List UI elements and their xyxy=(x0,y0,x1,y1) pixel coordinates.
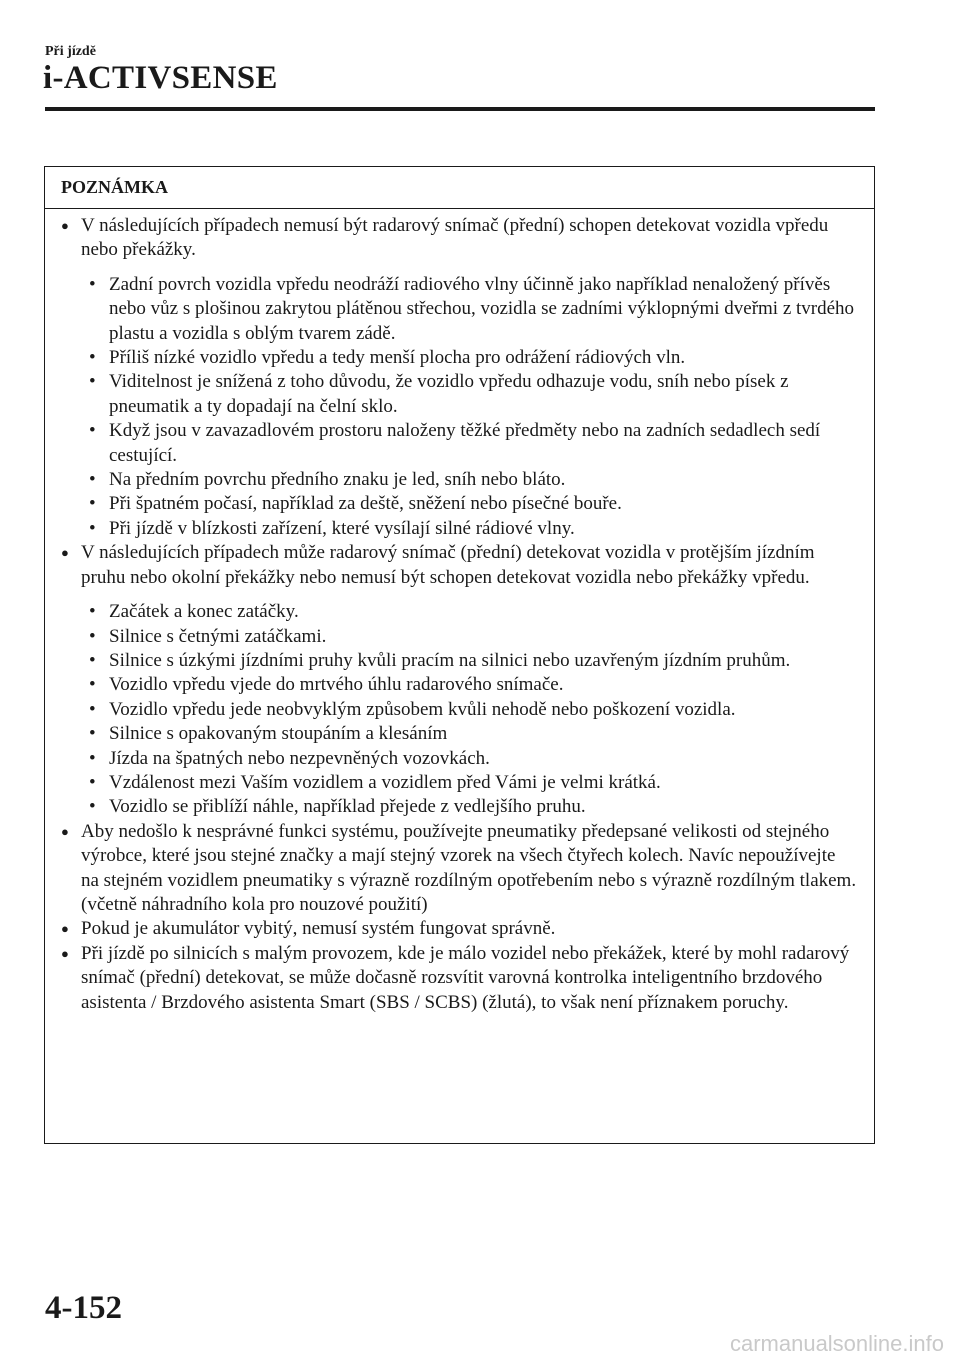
sub-item-text: Začátek a konec zatáčky. xyxy=(109,601,299,623)
sub-item xyxy=(61,795,858,819)
bullet-icon: • xyxy=(89,796,96,818)
sub-item xyxy=(61,492,858,516)
bullet-icon: ● xyxy=(61,823,69,839)
sub-item xyxy=(61,649,858,673)
note-item-text: Pokud je akumulátor vybitý, nemusí systém fungovat správně. xyxy=(81,918,556,940)
sub-item-text: Vozidlo vpředu vjede do mrtvého úhlu radarového snímače. xyxy=(109,674,564,696)
sub-item-text: Jízda na špatných nebo nezpevněných vozovkách. xyxy=(109,747,490,769)
bullet-icon: ● xyxy=(61,218,69,233)
sub-item-text: Příliš nízké vozidlo vpředu a tedy menší plocha pro odrážení rádiových vln. xyxy=(109,347,686,369)
sub-item xyxy=(61,747,858,771)
note-item-text: Při jízdě po silnicích s malým provozem, kde je málo vozidel nebo překážek, které by mohl radarový snímač (přední) detekovat, se může dočasně rozsvítit varovná kontrolka inteligentního brzdového asistenta / Brzdového asistenta Smart (SBS / SCBS) (žlutá), to však není příznakem poruchy. xyxy=(81,942,850,1013)
bullet-icon: • xyxy=(89,601,96,623)
sub-item-text: Vozidlo vpředu jede neobvyklým způsobem kvůli nehodě nebo poškození vozidla. xyxy=(109,698,736,720)
note-box xyxy=(44,166,875,1144)
bullet-icon: • xyxy=(89,771,96,793)
spacer xyxy=(61,263,858,273)
sub-item xyxy=(61,370,858,419)
sub-item-text: Zadní povrch vozidla vpředu neodráží radiového vlny účinně jako například nenaložený přívěs nebo vůz s plošinou zakrytou plátěnou střechou, vozidla se zadními výklopnými dveřmi z tvrdého plastu a vozidla s oblým tvarem zádě. xyxy=(109,273,855,344)
bullet-icon: ● xyxy=(61,545,69,561)
bullet-icon: • xyxy=(89,698,96,720)
bullet-icon: • xyxy=(89,625,96,647)
sub-item-text: Vzdálenost mezi Vaším vozidlem a vozidlem před Vámi je velmi krátká. xyxy=(109,771,661,793)
sub-item xyxy=(61,468,858,492)
sub-item xyxy=(61,273,858,346)
sub-item xyxy=(61,673,858,697)
sub-item xyxy=(61,698,858,722)
bullet-icon: • xyxy=(89,674,96,696)
sub-item-text: Viditelnost je snížená z toho důvodu, že vozidlo vpředu odhazuje vodu, sníh nebo písek z pneumatik a ty dopadají na čelní sklo. xyxy=(109,371,789,417)
note-item-text: Aby nedošlo k nesprávné funkci systému, používejte pneumatiky předepsané velikosti od stejného výrobce, které jsou stejné značky a mají stejný vzorek na všech čtyřech kolech. Navíc nepoužívejte na stejném vozidlem pneumatiky s výrazně rozdílným opotřebením nebo s výrazně rozdílným tlakem. (včetně náhradního kola pro nouzové použití) xyxy=(81,820,857,915)
sub-item-text: Silnice s četnými zatáčkami. xyxy=(109,625,327,647)
bullet-icon: • xyxy=(89,517,96,539)
sub-item xyxy=(61,625,858,649)
bullet-icon: • xyxy=(89,420,96,442)
page-title: i-ACTIVSENSE xyxy=(43,60,278,96)
bullet-icon: • xyxy=(89,493,96,515)
note-body xyxy=(45,209,874,1015)
note-item xyxy=(61,214,858,263)
bullet-icon: ● xyxy=(61,921,69,937)
section-label: Při jízdě xyxy=(45,44,96,59)
sub-item-text: Při jízdě v blízkosti zařízení, které vysílají silné rádiové vlny. xyxy=(109,517,575,539)
note-item xyxy=(61,820,858,918)
bullet-icon: • xyxy=(89,273,96,295)
sub-item xyxy=(61,771,858,795)
bullet-icon: • xyxy=(89,723,96,745)
note-item xyxy=(61,541,858,590)
bullet-icon: • xyxy=(89,371,96,393)
sub-item-text: Na předním povrchu předního znaku je led, sníh nebo bláto. xyxy=(109,469,566,491)
note-item xyxy=(61,942,858,1015)
sub-item-text: Vozidlo se přiblíží náhle, například přejede z vedlejšího pruhu. xyxy=(109,796,586,818)
sub-item xyxy=(61,722,858,746)
sub-item-text: Při špatném počasí, například za deště, sněžení nebo písečné bouře. xyxy=(109,493,622,515)
sub-item-text: Silnice s úzkými jízdními pruhy kvůli pracím na silnici nebo uzavřeným jízdním pruhům. xyxy=(109,649,791,671)
sub-item-text: Silnice s opakovaným stoupáním a klesáním xyxy=(109,723,448,745)
sub-item xyxy=(61,517,858,541)
watermark: carmanualsonline.info xyxy=(729,1331,944,1356)
note-item xyxy=(61,917,858,941)
note-item-text: V následujících případech nemusí být radarový snímač (přední) schopen detekovat vozidla vpředu nebo překážky. xyxy=(81,215,829,261)
bullet-icon: • xyxy=(89,649,96,671)
note-heading: POZNÁMKA xyxy=(45,167,874,209)
bullet-icon: ● xyxy=(61,945,69,961)
title-underline xyxy=(45,107,875,111)
bullet-icon: • xyxy=(89,347,96,369)
bullet-icon: • xyxy=(89,747,96,769)
sub-item xyxy=(61,419,858,468)
bullet-icon: • xyxy=(89,469,96,491)
note-item-text: V následujících případech může radarový snímač (přední) detekovat vozidla v protějším jízdním pruhu nebo okolní překážky nebo nemusí být schopen detekovat vozidla nebo překážky vpředu. xyxy=(81,542,815,588)
sub-item xyxy=(61,600,858,624)
spacer xyxy=(61,590,858,600)
sub-item-text: Když jsou v zavazadlovém prostoru naloženy těžké předměty nebo na zadních sedadlech sedí cestující. xyxy=(109,420,821,466)
page-number: 4-152 xyxy=(45,1290,122,1326)
sub-item xyxy=(61,346,858,370)
